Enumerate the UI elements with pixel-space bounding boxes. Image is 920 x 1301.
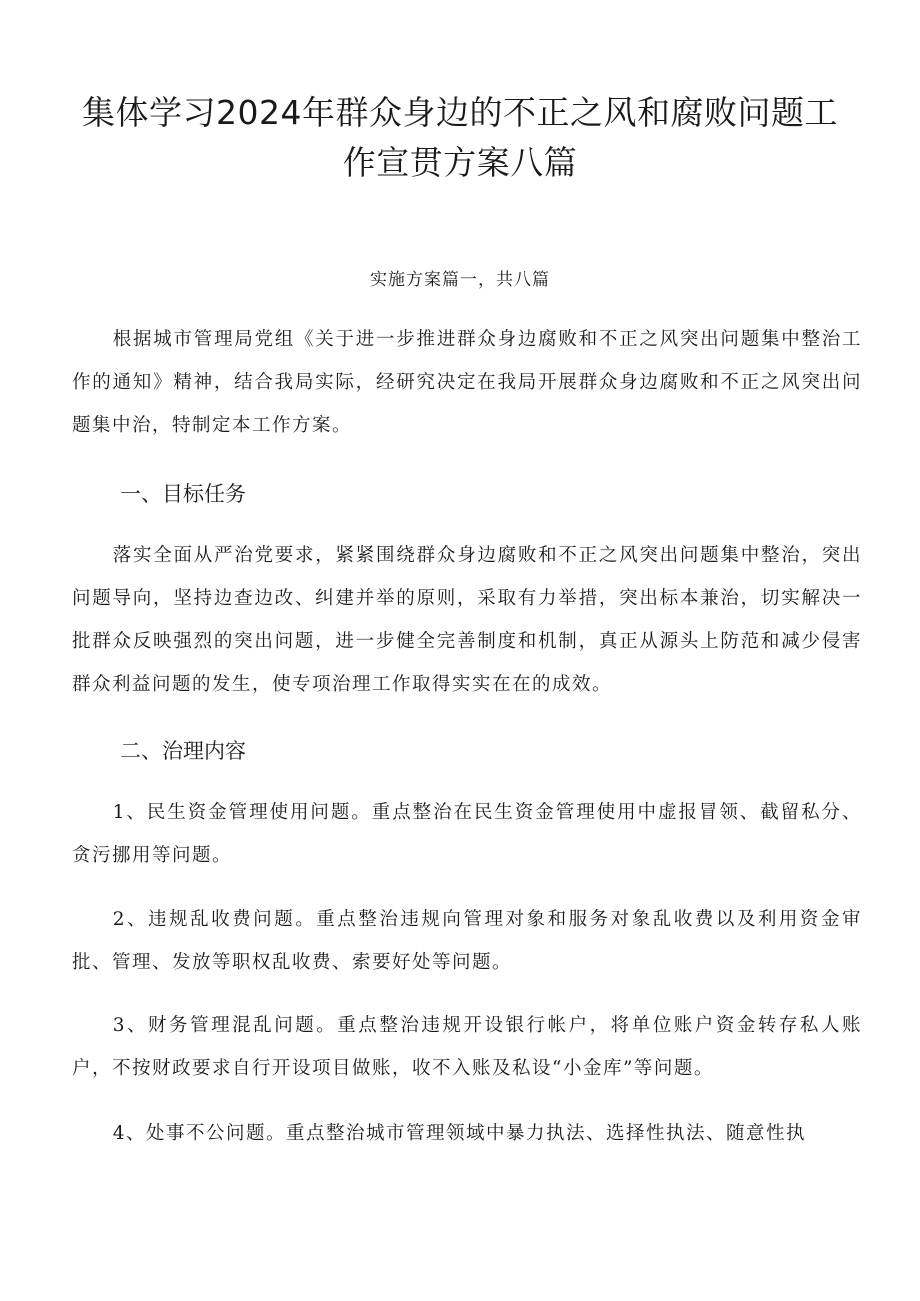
list-item-4: 4、处事不公问题。重点整治城市管理领域中暴力执法、选择性执法、随意性执 xyxy=(112,1123,806,1144)
title-line-2: 作宣贯方案八篇 xyxy=(342,143,578,182)
section-heading-goals: 一、目标任务 xyxy=(120,482,246,506)
intro-paragraph: 根据城市管理局党组《关于进一步推进群众身边腐败和不正之风突出问题集中整治工作的通知》精神，结合我局实际，经研究决定在我局开展群众身边腐败和不正之风突出问题集中治，特制定本工作方案。 xyxy=(72,329,862,436)
document-subtitle: 实施方案篇一，共八篇 xyxy=(370,270,550,290)
list-item-2: 2、违规乱收费问题。重点整治违规向管理对象和服务对象乱收费以及利用资金审批、管理、发放等职权乱收费、索要好处等问题。 xyxy=(72,909,862,973)
section-heading-content: 二、治理内容 xyxy=(120,739,246,763)
document-title xyxy=(60,88,860,188)
title-line-1: 集体学习2024年群众身边的不正之风和腐败问题工 xyxy=(82,93,838,132)
list-item-1: 1、民生资金管理使用问题。重点整治在民生资金管理使用中虚报冒领、截留私分、贪污挪用等问题。 xyxy=(72,802,862,866)
list-item-3: 3、财务管理混乱问题。重点整治违规开设银行帐户，将单位账户资金转存私人账户，不按财政要求自行开设项目做账，收不入账及私设“小金库”等问题。 xyxy=(72,1015,862,1079)
goals-paragraph: 落实全面从严治党要求，紧紧围绕群众身边腐败和不正之风突出问题集中整治，突出问题导向，坚持边查边改、纠建并举的原则，采取有力举措，突出标本兼治，切实解决一批群众反映强烈的突出问题，进一步健全完善制度和机制，真正从源头上防范和减少侵害群众利益问题的发生，使专项治理工作取得实实在在的成效。 xyxy=(72,545,862,695)
